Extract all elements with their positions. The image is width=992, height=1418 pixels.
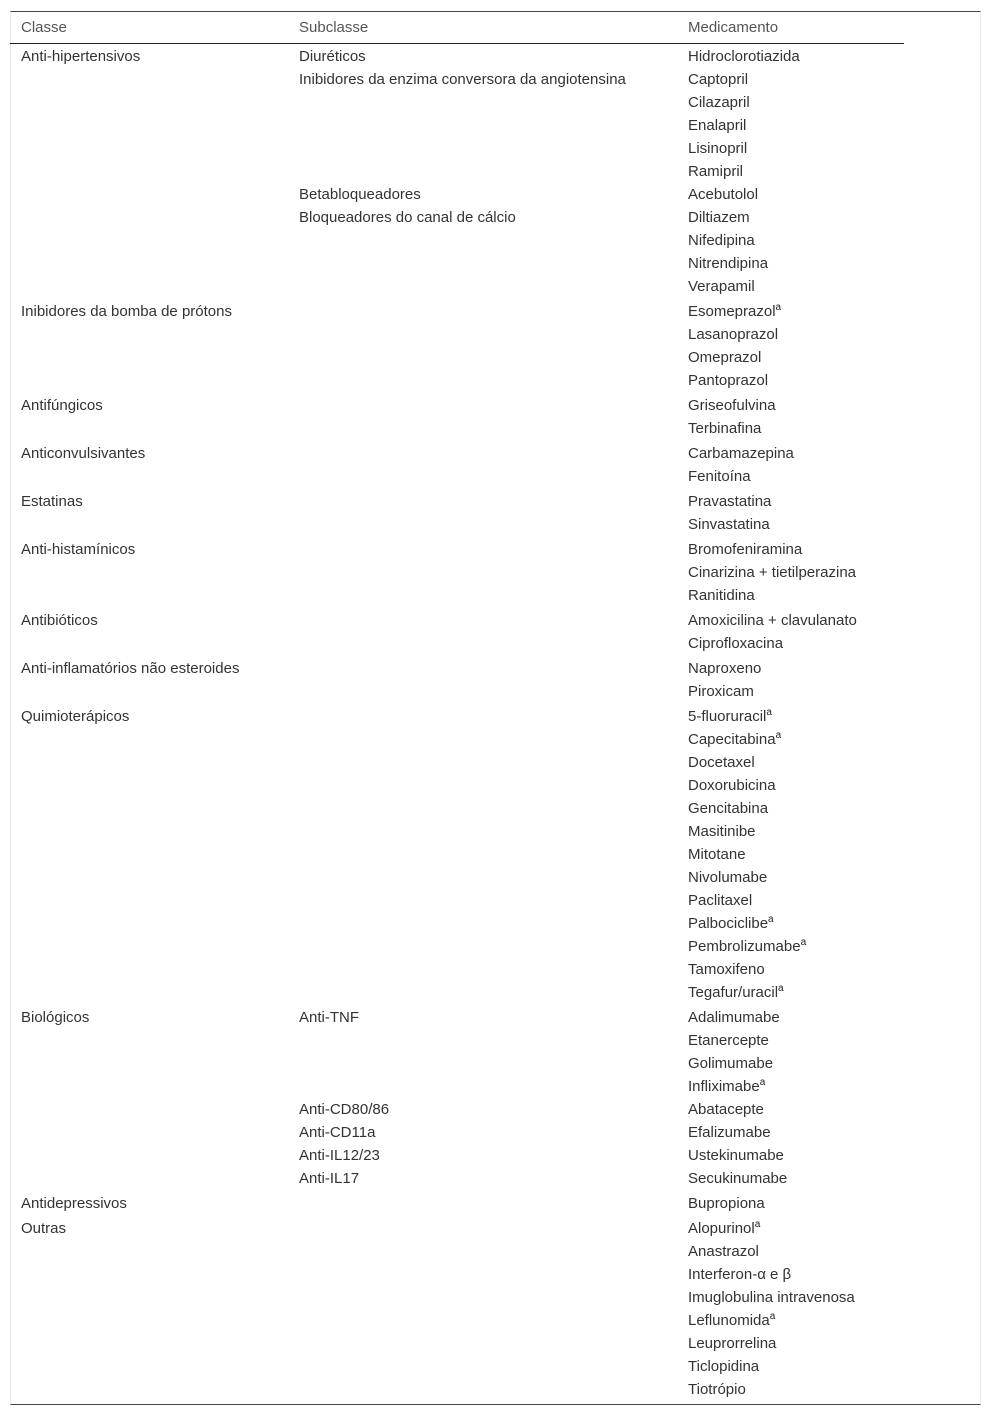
medication-cell: Masitinibe [688, 823, 756, 840]
medication-cell: Amoxicilina + clavulanato [688, 612, 857, 629]
medication-cell: Capecitabina$^a$ [688, 730, 782, 748]
footnote-marker: a [768, 914, 774, 925]
medication-cell: Pantoprazol [688, 372, 769, 389]
medication-cell: Bupropiona [688, 1195, 765, 1212]
medication-cell: Docetaxel [688, 754, 755, 771]
medication-cell: 5-fluoruracil$^a$ [688, 707, 772, 725]
medication-cell: Imuglobulina intravenosa [688, 1289, 855, 1306]
medication-cell: Sinvastatina [688, 516, 770, 533]
class-cell: Inibidores da bomba de prótons [21, 303, 232, 320]
medication-cell: Tiotrópio [688, 1381, 746, 1398]
medication-cell: Ranitidina [688, 587, 755, 604]
footnote-marker: a [766, 707, 772, 718]
table-header [10, 12, 904, 44]
class-cell: Anti-hipertensivos [21, 48, 141, 65]
subclass-cell: Anti-IL17 [299, 1170, 360, 1187]
subclass-cell: Diuréticos [299, 48, 366, 65]
medication-cell: Interferon-α e β [688, 1266, 792, 1283]
medication-cell: Tegafur/uracil$^a$ [688, 983, 784, 1001]
header-medicamento: Medicamento [688, 19, 779, 36]
medication-cell: Captopril [688, 71, 749, 88]
medication-cell: Pravastatina [688, 493, 772, 510]
subclass-cell: Anti-TNF [299, 1009, 359, 1026]
footnote-marker: a [775, 730, 782, 741]
class-cell: Antidepressivos [21, 1195, 127, 1212]
medication-cell: Secukinumabe [688, 1170, 788, 1187]
header-subclasse: Subclasse [299, 19, 369, 36]
class-cell: Anti-inflamatórios não esteroides [21, 660, 240, 677]
subclass-cell: Anti-IL12/23 [299, 1147, 380, 1164]
medication-cell: Infliximabe$^a$ [688, 1077, 766, 1095]
medication-cell: Ustekinumabe [688, 1147, 784, 1164]
medication-cell: Adalimumabe [688, 1009, 780, 1026]
footnote-marker: a [759, 1077, 766, 1088]
medication-cell: Lasanoprazol [688, 326, 779, 343]
medication-cell: Fenitoína [688, 468, 751, 485]
medication-cell: Ticlopidina [688, 1358, 760, 1375]
medication-cell: Golimumabe [688, 1055, 774, 1072]
subclass-cell: Anti-CD11a [299, 1124, 376, 1141]
class-cell: Anticonvulsivantes [21, 445, 146, 462]
medication-cell: Etanercepte [688, 1032, 769, 1049]
medication-cell: Nifedipina [688, 232, 755, 249]
header-classe: Classe [21, 19, 67, 36]
medication-cell: Leflunomida$^a$ [688, 1311, 776, 1329]
medication-cell: Lisinopril [688, 140, 748, 157]
medication-cell: Esomeprazol$^a$ [688, 302, 782, 320]
medication-cell: Naproxeno [688, 660, 762, 677]
medication-cell: Piroxicam [688, 683, 754, 700]
class-cell: Antifúngicos [21, 397, 103, 414]
class-cell: Outras [21, 1220, 67, 1237]
medication-cell: Abatacepte [688, 1101, 764, 1118]
medication-cell: Carbamazepina [688, 445, 794, 462]
medication-cell: Griseofulvina [688, 397, 776, 414]
medication-cell: Cilazapril [688, 94, 750, 111]
class-cell: Anti-histamínicos [21, 541, 136, 558]
class-cell: Quimioterápicos [21, 708, 130, 725]
subclass-cell: Inibidores da enzima conversora da angiotensina [299, 71, 626, 88]
medication-cell: Cinarizina + tietilperazina [688, 564, 857, 581]
medication-cell: Enalapril [688, 117, 747, 134]
medication-cell: Doxorubicina [688, 777, 776, 794]
class-cell: Antibióticos [21, 612, 98, 629]
medication-cell: Paclitaxel [688, 892, 753, 909]
class-cell: Estatinas [21, 493, 83, 510]
footnote-marker: a [778, 983, 784, 994]
medication-cell: Efalizumabe [688, 1124, 771, 1141]
medication-cell: Anastrazol [688, 1243, 759, 1260]
footnote-marker: a [775, 302, 782, 313]
class-cell: Biológicos [21, 1009, 90, 1026]
footnote-marker: a [800, 937, 807, 948]
medication-cell: Ramipril [688, 163, 744, 180]
medication-cell: Omeprazol [688, 349, 762, 366]
medication-cell: Gencitabina [688, 800, 769, 817]
footnote-marker: a [769, 1311, 776, 1322]
medication-cell: Diltiazem [688, 209, 750, 226]
medication-cell: Acebutolol [688, 186, 759, 203]
footnote-marker: a [754, 1219, 761, 1230]
medication-cell: Palbociclibe$^a$ [688, 914, 774, 932]
medication-cell: Tamoxifeno [688, 961, 765, 978]
medication-cell: Nitrendipina [688, 255, 769, 272]
medication-cell: Pembrolizumabe$^a$ [688, 937, 807, 955]
medication-cell: Nivolumabe [688, 869, 768, 886]
medication-cell: Ciprofloxacina [688, 635, 784, 652]
subclass-cell: Betabloqueadores [299, 186, 421, 203]
subclass-cell: Anti-CD80/86 [299, 1101, 390, 1118]
medication-cell: Alopurinol$^a$ [688, 1219, 761, 1237]
medication-cell: Leuprorrelina [688, 1335, 777, 1352]
medication-cell: Verapamil [688, 278, 755, 295]
medication-cell: Terbinafina [688, 420, 762, 437]
medication-cell: Hidroclorotiazida [688, 48, 800, 65]
medication-cell: Bromofeniramina [688, 541, 803, 558]
medication-cell: Mitotane [688, 846, 746, 863]
subclass-cell: Bloqueadores do canal de cálcio [299, 209, 516, 226]
